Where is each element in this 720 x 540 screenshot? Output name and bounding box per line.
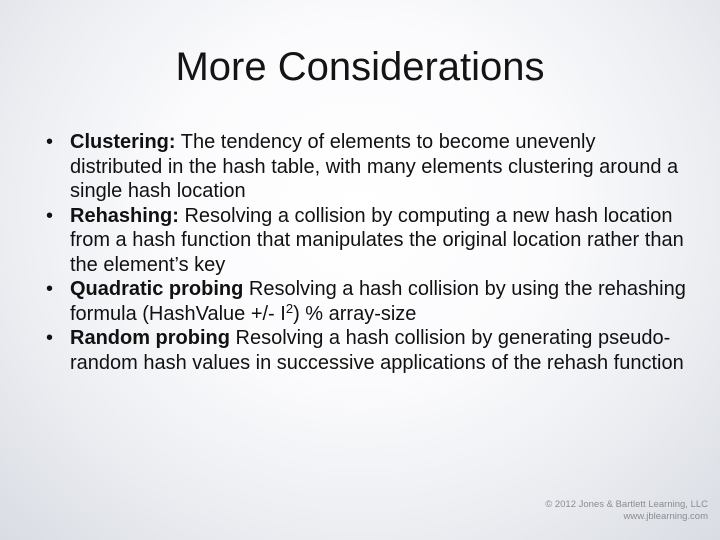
superscript-exponent: 2 xyxy=(285,300,294,316)
bullet-list xyxy=(46,130,686,375)
bullet-marker: • xyxy=(46,204,54,227)
term-rehashing: Rehashing: xyxy=(70,204,179,227)
bullet-item-quadratic-probing xyxy=(46,277,686,326)
definition-quadratic-probing-end: ) % array-size xyxy=(293,302,417,325)
term-random-probing: Random probing xyxy=(70,327,230,349)
bullet-marker: • xyxy=(46,327,54,349)
slide-title: More Considerations xyxy=(175,45,545,89)
publisher-url: www.jblearning.com xyxy=(623,511,708,522)
term-quadratic-probing: Quadratic probing xyxy=(70,278,244,300)
copyright-notice xyxy=(545,499,708,523)
definition-clustering: The tendency of elements to become unevenly distributed in the hash table, with many elements clustering around a single hash location xyxy=(70,131,679,202)
term-clustering: Clustering: xyxy=(70,131,176,153)
copyright-line: © 2012 Jones & Bartlett Learning, LLC xyxy=(545,499,708,510)
definition-rehashing: Resolving a collision by computing a new hash location from a hash function that manipulates the original location rather than the element’s key xyxy=(70,204,684,276)
definition-random-probing: Resolving a hash collision by generating pseudo-random hash values in successive applications of the rehash function xyxy=(70,327,684,374)
bullet-item-random-probing xyxy=(46,326,686,375)
bullet-item-rehashing xyxy=(46,204,686,278)
bullet-marker: • xyxy=(46,131,54,153)
bullet-marker: • xyxy=(46,278,54,300)
bullet-item-clustering xyxy=(46,130,686,204)
definition-quadratic-probing: Resolving a hash collision by using the rehashing formula (HashValue +/- I xyxy=(70,278,686,325)
